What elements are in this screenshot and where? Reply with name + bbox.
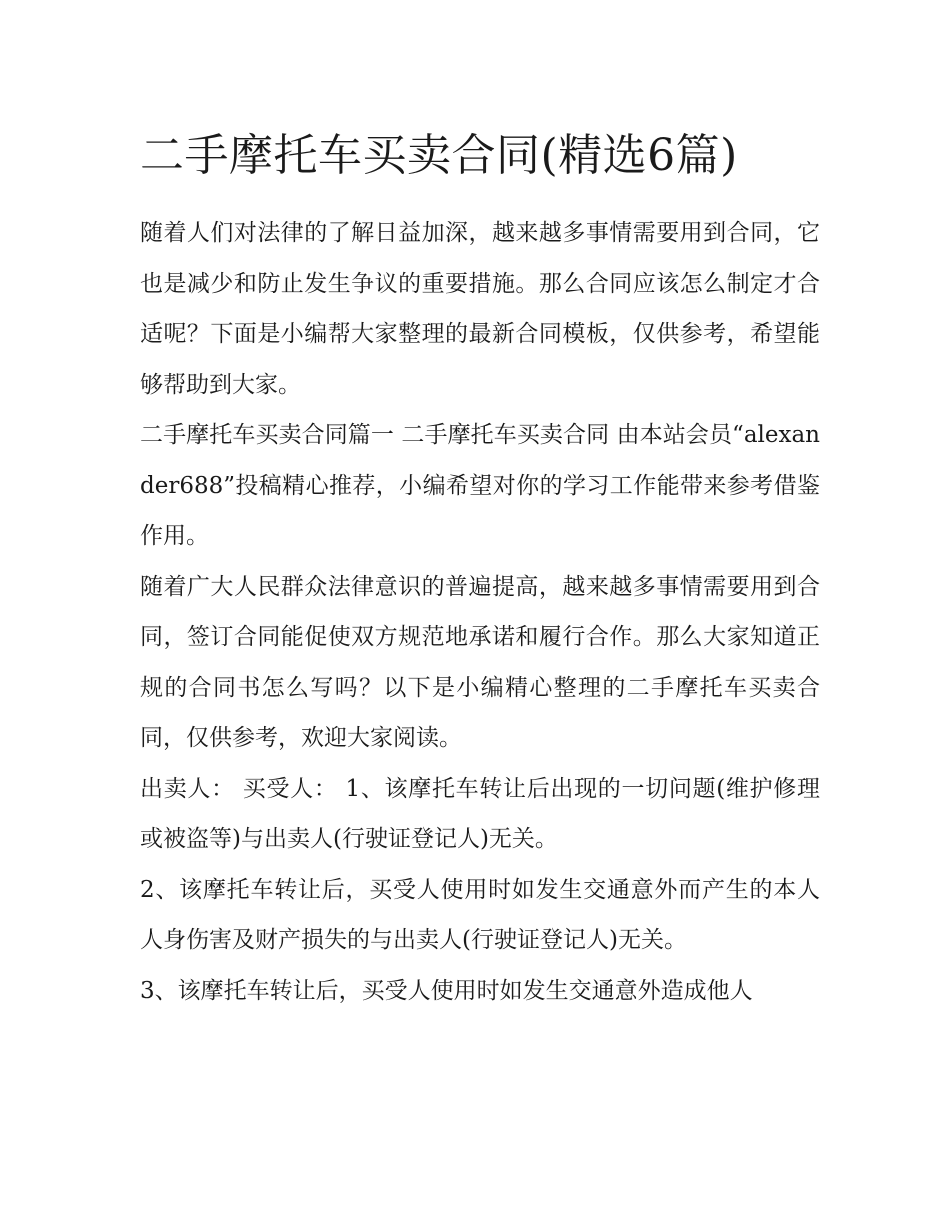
document-page [140, 118, 820, 1016]
clause-2-paragraph: 2、该摩托车转让后，买受人使用时如发生交通意外而产生的本人人身伤害及财产损失的与出卖人(行驶证登记人)无关。 [140, 876, 820, 953]
intro-paragraph: 随着人们对法律的了解日益加深，越来越多事情需要用到合同，它也是减少和防止发生争议的重要措施。那么合同应该怎么制定才合适呢？下面是小编帮大家整理的最新合同模板，仅供参考，希望能够帮助到大家。 [140, 220, 820, 398]
document-title: 二手摩托车买卖合同(精选6篇) [140, 130, 738, 181]
clause-1-paragraph: 出卖人： 买受人： 1、该摩托车转让后出现的一切问题(维护修理或被盗等)与出卖人(行驶证登记人)无关。 [140, 775, 820, 852]
section-one-header-paragraph: 二手摩托车买卖合同篇一 二手摩托车买卖合同 由本站会员“alexander688”投稿精心推荐，小编希望对你的学习工作能带来参考借鉴作用。 [140, 422, 820, 549]
section-one-intro-paragraph: 随着广大人民群众法律意识的普遍提高，越来越多事情需要用到合同，签订合同能促使双方规范地承诺和履行合作。那么大家知道正规的合同书怎么写吗？以下是小编精心整理的二手摩托车买卖合同，仅供参考，欢迎大家阅读。 [140, 573, 820, 751]
clause-3-paragraph: 3、该摩托车转让后，买受人使用时如发生交通意外造成他人 [140, 977, 753, 1004]
